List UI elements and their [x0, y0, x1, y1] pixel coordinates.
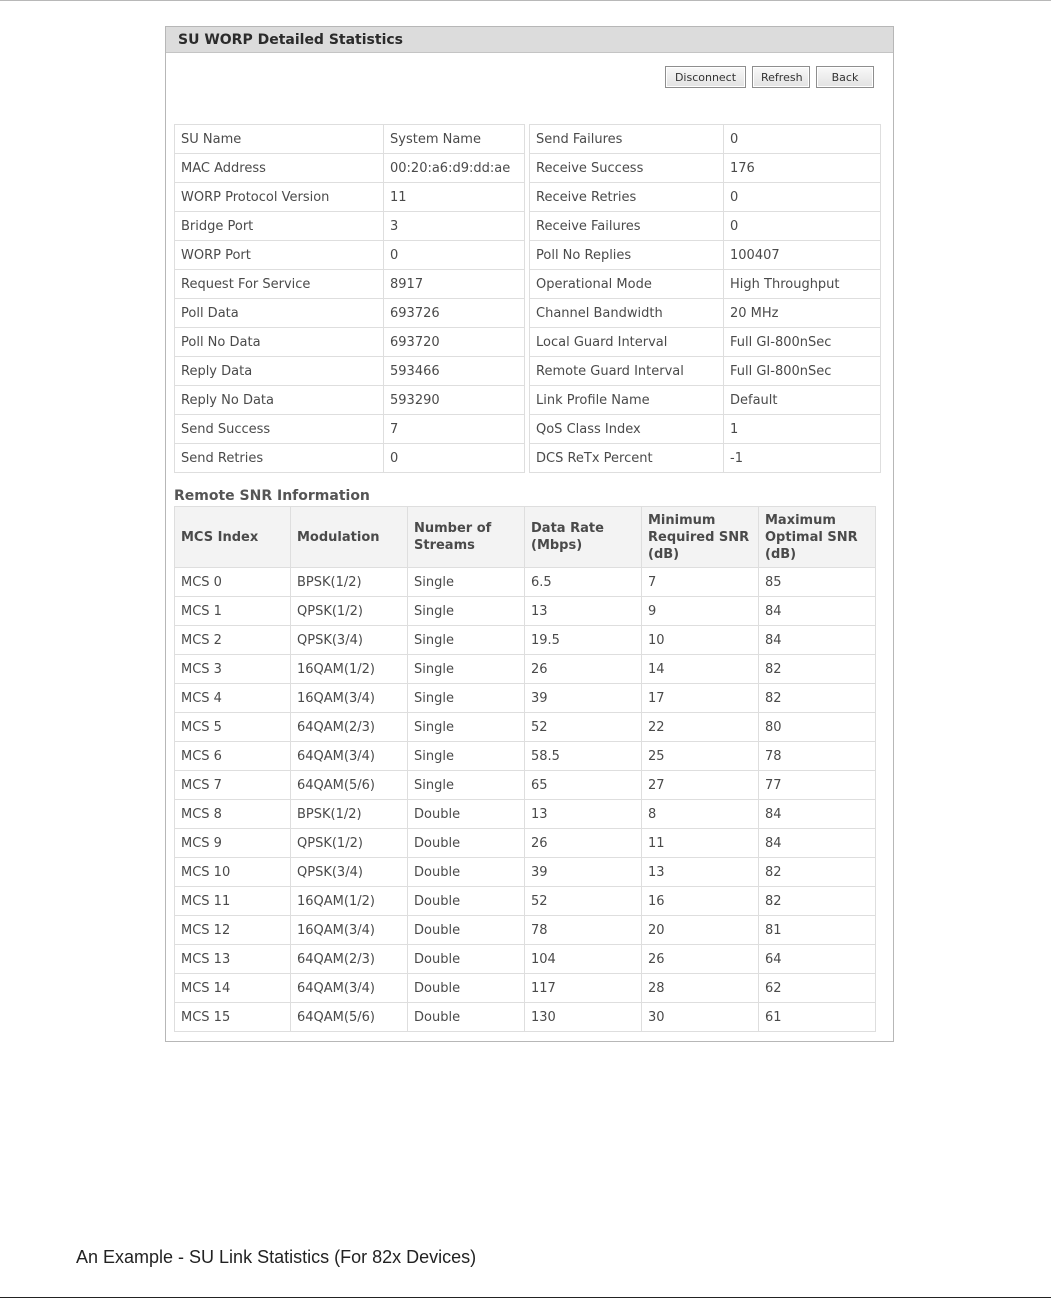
snr-cell: 13 — [642, 858, 759, 887]
snr-cell: 64QAM(2/3) — [291, 945, 408, 974]
stat-value: 693720 — [384, 328, 525, 357]
snr-cell: 84 — [759, 626, 876, 655]
snr-table-row — [175, 829, 876, 858]
stat-value: 20 MHz — [724, 299, 881, 328]
snr-cell: MCS 0 — [175, 568, 291, 597]
snr-cell: Single — [408, 771, 525, 800]
snr-table-row — [175, 742, 876, 771]
stat-value: 593290 — [384, 386, 525, 415]
button-row — [665, 66, 874, 88]
snr-cell: MCS 9 — [175, 829, 291, 858]
snr-cell: 61 — [759, 1003, 876, 1032]
snr-cell: MCS 15 — [175, 1003, 291, 1032]
stats-right-row — [530, 183, 881, 212]
stat-value: 11 — [384, 183, 525, 212]
snr-cell: 82 — [759, 655, 876, 684]
stats-right-row — [530, 154, 881, 183]
stat-value: 7 — [384, 415, 525, 444]
snr-cell: 64QAM(5/6) — [291, 771, 408, 800]
stat-label: Poll No Replies — [530, 241, 724, 270]
snr-cell: Double — [408, 800, 525, 829]
refresh-button[interactable]: Refresh — [752, 66, 810, 88]
snr-cell: 10 — [642, 626, 759, 655]
snr-section-title: Remote SNR Information — [174, 488, 370, 504]
stats-right-row — [530, 241, 881, 270]
snr-cell: 16QAM(1/2) — [291, 887, 408, 916]
stat-value: 100407 — [724, 241, 881, 270]
stats-right-row — [530, 125, 881, 154]
snr-cell: Double — [408, 1003, 525, 1032]
snr-cell: QPSK(3/4) — [291, 626, 408, 655]
stat-value: 176 — [724, 154, 881, 183]
snr-table-row — [175, 655, 876, 684]
snr-cell: Single — [408, 655, 525, 684]
stat-value: High Throughput — [724, 270, 881, 299]
stat-label: Channel Bandwidth — [530, 299, 724, 328]
snr-cell: 8 — [642, 800, 759, 829]
stat-value: 593466 — [384, 357, 525, 386]
snr-cell: 64QAM(3/4) — [291, 974, 408, 1003]
snr-cell: 84 — [759, 829, 876, 858]
figure-caption: An Example - SU Link Statistics (For 82x Devices) — [76, 1247, 477, 1267]
snr-cell: 80 — [759, 713, 876, 742]
snr-cell: 58.5 — [525, 742, 642, 771]
snr-cell: 65 — [525, 771, 642, 800]
snr-table-row — [175, 800, 876, 829]
snr-column-header: Maximum Optimal SNR (dB) — [759, 507, 876, 568]
snr-cell: Single — [408, 568, 525, 597]
snr-table — [174, 506, 876, 1032]
stat-value: Full GI-800nSec — [724, 357, 881, 386]
stat-label: MAC Address — [175, 154, 384, 183]
snr-cell: 64QAM(5/6) — [291, 1003, 408, 1032]
snr-header-row — [175, 507, 876, 568]
snr-column-header: Data Rate (Mbps) — [525, 507, 642, 568]
snr-cell: 26 — [525, 829, 642, 858]
snr-cell: 130 — [525, 1003, 642, 1032]
stat-value: 0 — [724, 212, 881, 241]
stats-left-row — [175, 183, 525, 212]
snr-cell: QPSK(3/4) — [291, 858, 408, 887]
snr-cell: 77 — [759, 771, 876, 800]
snr-column-header: Minimum Required SNR (dB) — [642, 507, 759, 568]
stat-label: Bridge Port — [175, 212, 384, 241]
stats-left-row — [175, 270, 525, 299]
snr-cell: 26 — [525, 655, 642, 684]
snr-cell: Double — [408, 945, 525, 974]
snr-cell: MCS 3 — [175, 655, 291, 684]
stat-value: 0 — [724, 183, 881, 212]
snr-cell: 78 — [525, 916, 642, 945]
disconnect-button[interactable]: Disconnect — [665, 66, 746, 88]
snr-cell: 64QAM(2/3) — [291, 713, 408, 742]
stat-label: Local Guard Interval — [530, 328, 724, 357]
snr-cell: 78 — [759, 742, 876, 771]
stats-right-row — [530, 299, 881, 328]
stats-right-row — [530, 212, 881, 241]
snr-table-row — [175, 945, 876, 974]
stat-label: Reply Data — [175, 357, 384, 386]
snr-cell: MCS 8 — [175, 800, 291, 829]
snr-cell: BPSK(1/2) — [291, 800, 408, 829]
stat-value: System Name — [384, 125, 525, 154]
stats-left-row — [175, 444, 525, 473]
stats-right-row — [530, 386, 881, 415]
stats-left-row — [175, 328, 525, 357]
snr-cell: 11 — [642, 829, 759, 858]
snr-cell: 27 — [642, 771, 759, 800]
snr-cell: 117 — [525, 974, 642, 1003]
snr-cell: 16QAM(3/4) — [291, 684, 408, 713]
stat-label: Receive Success — [530, 154, 724, 183]
snr-cell: Double — [408, 974, 525, 1003]
stats-right-row — [530, 444, 881, 473]
snr-cell: 19.5 — [525, 626, 642, 655]
stat-value: 00:20:a6:d9:dd:ae — [384, 154, 525, 183]
top-rule — [0, 0, 1051, 1]
snr-cell: MCS 12 — [175, 916, 291, 945]
stat-label: QoS Class Index — [530, 415, 724, 444]
snr-cell: MCS 6 — [175, 742, 291, 771]
stats-left-row — [175, 299, 525, 328]
stats-left-row — [175, 386, 525, 415]
snr-cell: 28 — [642, 974, 759, 1003]
snr-cell: 39 — [525, 684, 642, 713]
snr-table-row — [175, 684, 876, 713]
stat-value: 693726 — [384, 299, 525, 328]
snr-cell: QPSK(1/2) — [291, 829, 408, 858]
snr-cell: 64QAM(3/4) — [291, 742, 408, 771]
stat-label: Poll No Data — [175, 328, 384, 357]
snr-table-row — [175, 1003, 876, 1032]
snr-cell: QPSK(1/2) — [291, 597, 408, 626]
snr-cell: 20 — [642, 916, 759, 945]
snr-cell: 52 — [525, 713, 642, 742]
stat-value: 1 — [724, 415, 881, 444]
snr-cell: 64 — [759, 945, 876, 974]
stat-value: 0 — [384, 241, 525, 270]
worp-statistics-panel — [165, 26, 894, 1042]
snr-cell: 7 — [642, 568, 759, 597]
stat-label: Reply No Data — [175, 386, 384, 415]
snr-cell: 25 — [642, 742, 759, 771]
snr-table-row — [175, 771, 876, 800]
snr-column-header: Number of Streams — [408, 507, 525, 568]
stats-table-right — [529, 124, 881, 473]
stat-label: Send Success — [175, 415, 384, 444]
stats-left-row — [175, 357, 525, 386]
stats-left-row — [175, 212, 525, 241]
bottom-rule — [0, 1297, 1051, 1298]
snr-cell: Double — [408, 887, 525, 916]
snr-cell: MCS 14 — [175, 974, 291, 1003]
stat-label: Receive Retries — [530, 183, 724, 212]
stat-value: Full GI-800nSec — [724, 328, 881, 357]
snr-cell: Double — [408, 916, 525, 945]
snr-cell: 14 — [642, 655, 759, 684]
snr-cell: 22 — [642, 713, 759, 742]
snr-cell: 82 — [759, 887, 876, 916]
snr-table-row — [175, 597, 876, 626]
stat-label: Poll Data — [175, 299, 384, 328]
snr-cell: Double — [408, 858, 525, 887]
snr-cell: Single — [408, 626, 525, 655]
snr-cell: 26 — [642, 945, 759, 974]
snr-cell: MCS 13 — [175, 945, 291, 974]
snr-cell: MCS 4 — [175, 684, 291, 713]
snr-cell: Single — [408, 597, 525, 626]
stats-right-row — [530, 415, 881, 444]
snr-column-header: MCS Index — [175, 507, 291, 568]
stat-label: WORP Protocol Version — [175, 183, 384, 212]
stats-left-row — [175, 241, 525, 270]
snr-cell: 16 — [642, 887, 759, 916]
snr-cell: 16QAM(1/2) — [291, 655, 408, 684]
snr-table-row — [175, 916, 876, 945]
stat-label: Send Failures — [530, 125, 724, 154]
snr-cell: MCS 5 — [175, 713, 291, 742]
snr-column-header: Modulation — [291, 507, 408, 568]
snr-cell: Single — [408, 713, 525, 742]
snr-cell: 84 — [759, 800, 876, 829]
snr-cell: MCS 7 — [175, 771, 291, 800]
stats-left-row — [175, 154, 525, 183]
snr-table-row — [175, 974, 876, 1003]
stat-value: 8917 — [384, 270, 525, 299]
stat-label: Request For Service — [175, 270, 384, 299]
snr-cell: BPSK(1/2) — [291, 568, 408, 597]
snr-table-row — [175, 626, 876, 655]
stat-label: SU Name — [175, 125, 384, 154]
snr-cell: 85 — [759, 568, 876, 597]
snr-cell: 17 — [642, 684, 759, 713]
panel-title: SU WORP Detailed Statistics — [166, 27, 893, 53]
snr-cell: MCS 1 — [175, 597, 291, 626]
snr-table-row — [175, 858, 876, 887]
snr-cell: MCS 2 — [175, 626, 291, 655]
snr-cell: 62 — [759, 974, 876, 1003]
snr-cell: 13 — [525, 800, 642, 829]
stats-table-left — [174, 124, 525, 473]
stats-right-row — [530, 357, 881, 386]
snr-cell: 16QAM(3/4) — [291, 916, 408, 945]
snr-cell: Single — [408, 684, 525, 713]
snr-cell: MCS 11 — [175, 887, 291, 916]
snr-cell: 6.5 — [525, 568, 642, 597]
snr-cell: 39 — [525, 858, 642, 887]
snr-cell: Single — [408, 742, 525, 771]
snr-cell: Double — [408, 829, 525, 858]
stats-right-row — [530, 328, 881, 357]
stat-label: Send Retries — [175, 444, 384, 473]
stat-label: Remote Guard Interval — [530, 357, 724, 386]
stat-value: 0 — [384, 444, 525, 473]
snr-table-row — [175, 713, 876, 742]
stats-right-row — [530, 270, 881, 299]
stats-left-row — [175, 415, 525, 444]
snr-cell: 13 — [525, 597, 642, 626]
snr-cell: 9 — [642, 597, 759, 626]
stat-value: 0 — [724, 125, 881, 154]
stat-value: -1 — [724, 444, 881, 473]
snr-cell: 84 — [759, 597, 876, 626]
stat-label: WORP Port — [175, 241, 384, 270]
snr-cell: MCS 10 — [175, 858, 291, 887]
snr-cell: 81 — [759, 916, 876, 945]
back-button[interactable]: Back — [816, 66, 874, 88]
stat-label: Receive Failures — [530, 212, 724, 241]
stat-value: Default — [724, 386, 881, 415]
snr-cell: 104 — [525, 945, 642, 974]
snr-table-row — [175, 568, 876, 597]
snr-cell: 82 — [759, 684, 876, 713]
stat-label: Operational Mode — [530, 270, 724, 299]
stats-left-row — [175, 125, 525, 154]
stat-label: DCS ReTx Percent — [530, 444, 724, 473]
snr-cell: 82 — [759, 858, 876, 887]
stat-label: Link Profile Name — [530, 386, 724, 415]
snr-table-row — [175, 887, 876, 916]
snr-cell: 30 — [642, 1003, 759, 1032]
stat-value: 3 — [384, 212, 525, 241]
snr-cell: 52 — [525, 887, 642, 916]
